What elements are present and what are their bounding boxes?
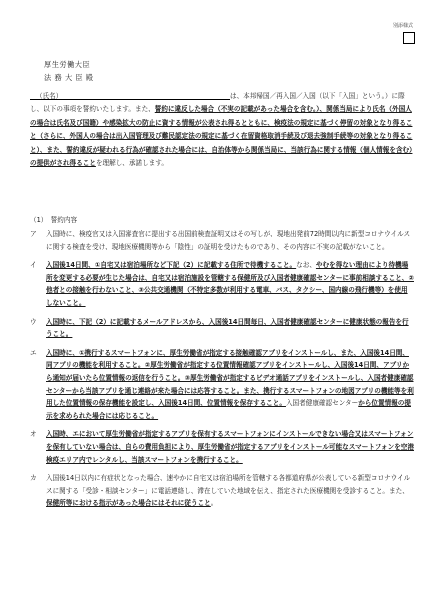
- checkbox[interactable]: [403, 32, 415, 44]
- pledge-item-marker: ア: [30, 230, 37, 238]
- bold-segment: 入国後14日間、①自宅又は宿泊場所など下記（2）に記載する住所で待機すること。: [46, 261, 297, 270]
- intro-text-2: を理解し、承諾します。: [95, 159, 168, 168]
- addressee-mhlw: 厚生労働大臣: [44, 60, 91, 69]
- name-field[interactable]: [30, 90, 230, 100]
- addressee-moj: 法 務 大 臣 殿: [44, 73, 94, 82]
- pledge-item: [30, 428, 414, 466]
- pledge-item-text: [46, 428, 414, 466]
- section-title: （1） 誓約内容: [30, 216, 78, 224]
- pledge-item-marker: イ: [30, 261, 37, 270]
- pledge-item-marker: カ: [30, 474, 37, 483]
- intro-bold-warning: 誓約に違反した場合（不実の記載があった場合を含む。）、関係当局により氏名（外国人の場合は氏名及び国籍）や感染拡大の防止に資する情報が公表され得るとともに、検疫法の規定に基づく停留の対象となり得ること（さらに、外国人の場合は出入国管理及び難民認定法の規定に基づく在留資格取消手続及び退去強制手続等の対象となり得ること）、また、誓約違反が疑われる行為が確認された場合には、自治体等から関係当局に、当該行為に関する情報（個人情報を含む）の提供がされ得ること: [30, 105, 413, 168]
- intro-text-1: は、本邦帰国／再入国／入国（以下「入国」という。）に際し、以下の事項を誓約いたします。また、: [30, 92, 405, 114]
- addressee-block: [44, 58, 94, 84]
- text-segment: なお、: [296, 261, 316, 270]
- pledge-items-list: [30, 228, 414, 516]
- intro-paragraph: [30, 90, 415, 170]
- bold-segment: から位置情報の提示を求められた場合には応じること。: [46, 399, 411, 420]
- pledge-item: [30, 316, 414, 341]
- pledge-item-text: [46, 347, 414, 423]
- pledge-item-text: [46, 259, 414, 309]
- pledge-item-marker: ウ: [30, 317, 37, 326]
- pledge-item-marker: オ: [30, 430, 37, 439]
- name-label: （氏名）: [36, 92, 63, 100]
- pledge-item-text: [46, 472, 414, 510]
- pledge-item-text: [46, 316, 414, 341]
- bold-segment: やむを得ない理由により待機場所を変更する必要が生じた場合は、自宅又は宿泊施設を管轄する保健所及び入国者健康確認センターに事前相談すること、②他者との接触を行わないこと、③公共交通機関（不特定多数が利用する電車、バス、タクシー、国内線の飛行機等）を使用しないこと。: [46, 261, 414, 307]
- pledge-item: [30, 347, 414, 423]
- bold-segment: 入国時に、下記（2）に記載するメールアドレスから、入国後14日間毎日、入国者健康確認センターに健康状態の報告を行うこと。: [46, 317, 409, 339]
- bold-segment: 入国時に、①携行するスマートフォンに、厚生労働省が指定する接触確認アプリをインストールし、また、入国後14日間、同アプリの機能を利用すること。②厚生労働省が指定する位置情報確認アプリをインストールし、入国後14日間、アプリから通知が届いたら位置情報の返信を行うこと。③厚生労働省が指定するビデオ通話アプリをインストールし、入国者健康確認センターから当該アプリを通じ連絡が来た場合には応答すること。また、携行するスマートフォンの地図アプリの機能等を利用した位置情報の保存機能を設定し、入国後14日間、位置情報を保存すること。: [46, 348, 414, 408]
- text-segment: 入国後14日以内に有症状となった場合、速やかに自宅又は宿泊場所を管轄する各都道府県が公表している新型コロナウイルスに関する「受診・相談センター」に電話連絡し、滞在していた地域を伝え、指定された医療機関を受診すること。また、: [46, 474, 411, 495]
- form-annex-label: 別添様式: [392, 23, 413, 29]
- pledge-item: [30, 472, 414, 510]
- bold-segment: 保健所等における指示があった場合にはそれに従うこと: [46, 499, 211, 508]
- text-segment: 入国者健康確認センター: [285, 399, 359, 408]
- text-segment: 。: [210, 499, 218, 508]
- pledge-item: [30, 228, 414, 253]
- bold-segment: 入国時、エにおいて厚生労働省が指定するアプリを保有するスマートフォンにインストールできない場合又はスマートフォンを保有していない場合は、自らの費用負担により、厚生労働省が指定するアプリをインストール可能なスマートフォンを空港検疫エリア内でレンタルし、当該スマートフォンを携行すること。: [46, 430, 414, 464]
- pledge-item: [30, 259, 414, 309]
- text-segment: 入国時に、検疫官又は入国審査官に提出する出国前検査証明又はその写しが、現地出発前72時間以内に新型コロナウイルスに関する検査を受け、現地医療機関等から「陰性」の証明を受けたものであり、その内容に不実の記載がないこと。: [46, 230, 411, 251]
- pledge-item-marker: エ: [30, 348, 37, 357]
- pledge-item-text: [46, 228, 414, 253]
